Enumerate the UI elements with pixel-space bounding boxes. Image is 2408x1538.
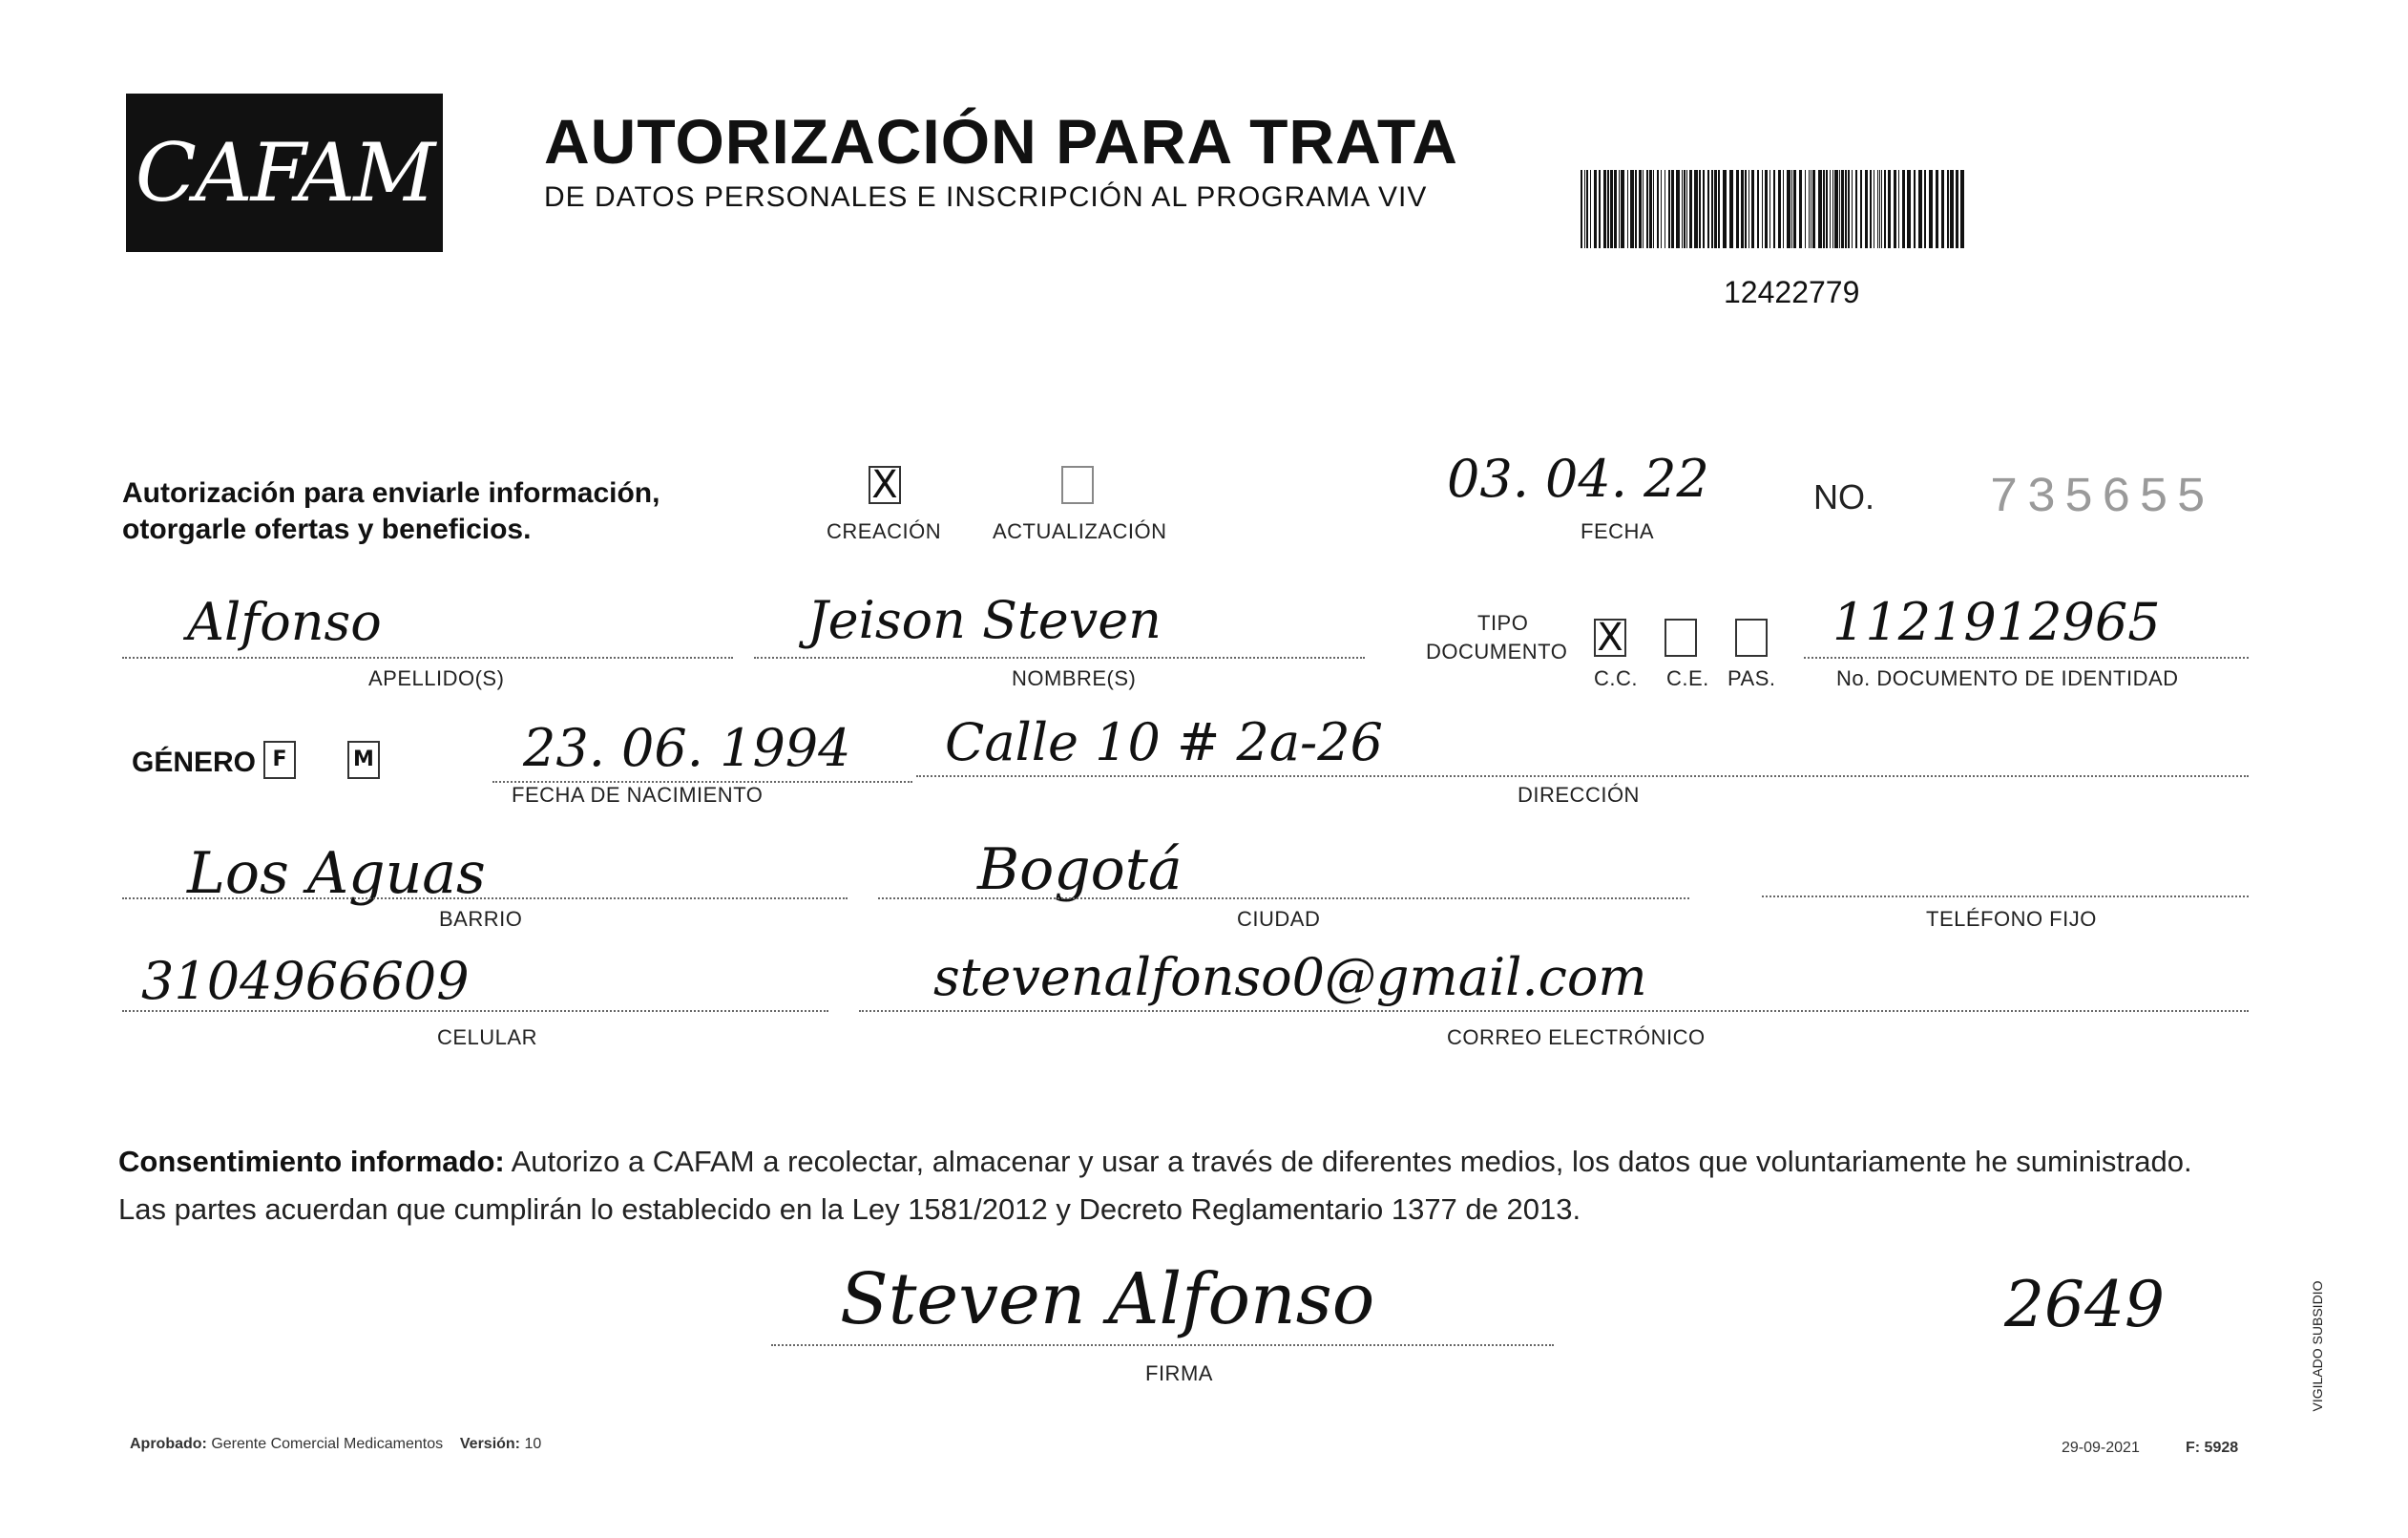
barcode-bar: [1841, 170, 1844, 248]
direccion-label: DIRECCIÓN: [1518, 783, 1640, 807]
aprobado-label: Aprobado:: [130, 1436, 207, 1452]
barcode-bar: [1646, 170, 1648, 248]
form-title: AUTORIZACIÓN PARA TRATA: [544, 106, 1458, 177]
barrio-label: BARRIO: [439, 907, 523, 931]
barcode-bar: [1805, 170, 1806, 248]
barcode-bar: [1834, 170, 1838, 248]
barcode-bar: [1765, 170, 1768, 248]
barcode-bar: [1635, 170, 1637, 248]
footer-code: F: 5928: [2186, 1440, 2239, 1456]
barcode-bar: [1736, 170, 1739, 248]
nombre-value[interactable]: Jeison Steven: [807, 590, 1162, 650]
consent-text: Autorizo a CAFAM a recolectar, almacenar y usar a través de diferentes medios, los datos que voluntariamente he suministrado.: [504, 1145, 2192, 1178]
barcode-bar: [1823, 170, 1825, 248]
barcode-bar: [1894, 170, 1896, 248]
barcode-bar: [1668, 170, 1670, 248]
barcode-bar: [1627, 170, 1628, 248]
barcode-bar: [1682, 170, 1683, 248]
barcode-bar: [1956, 170, 1958, 248]
genero-label: GÉNERO: [132, 747, 257, 778]
barcode-bar: [1845, 170, 1847, 248]
footer-approval: [130, 1436, 541, 1453]
barcode-bar: [1603, 170, 1606, 248]
barcode-bar: [1762, 170, 1763, 248]
barcode-bar: [1723, 170, 1727, 248]
celular-value[interactable]: 3104966609: [141, 951, 470, 1011]
ciudad-value[interactable]: Bogotá: [977, 836, 1183, 903]
barcode-bar: [1684, 170, 1686, 248]
barcode-bar: [1621, 170, 1624, 248]
barcode-bar: [1809, 170, 1810, 248]
cc-checkbox[interactable]: X: [1594, 619, 1626, 657]
signature-line: [771, 1344, 1554, 1346]
genero-f-option[interactable]: F: [263, 741, 296, 779]
barcode-bar: [1599, 170, 1601, 248]
form-number: 735655: [1989, 470, 2214, 526]
correo-value[interactable]: stevenalfonso0@gmail.com: [933, 947, 1647, 1007]
pas-label: PAS.: [1727, 666, 1776, 690]
barcode-bar: [1610, 170, 1613, 248]
barrio-value[interactable]: Los Aguas: [187, 840, 486, 907]
barcode-bar: [1745, 170, 1747, 248]
barcode-bar: [1950, 170, 1954, 248]
actualizacion-label: ACTUALIZACIÓN: [993, 519, 1167, 543]
barcode-bar: [1888, 170, 1891, 248]
ce-checkbox[interactable]: [1665, 619, 1697, 657]
barcode-bar: [1902, 170, 1905, 248]
barcode-bar: [1818, 170, 1822, 248]
barcode-bar: [1914, 170, 1916, 248]
barcode-bar: [1960, 170, 1964, 248]
barcode-bar: [1812, 170, 1815, 248]
actualizacion-checkbox[interactable]: [1061, 466, 1094, 504]
barcode-bar: [1694, 170, 1698, 248]
barcode-bar: [1614, 170, 1617, 248]
consent-line-1: [118, 1138, 2256, 1186]
barcode-bar: [1793, 170, 1796, 248]
creacion-label: CREACIÓN: [827, 519, 942, 543]
barcode-bar: [1877, 170, 1878, 248]
direccion-line: [916, 775, 2249, 777]
barcode-bar: [1852, 170, 1853, 248]
barcode-bar: [1707, 170, 1709, 248]
barcode-bar: [1718, 170, 1720, 248]
barcode-bar: [1689, 170, 1692, 248]
barcode-bar: [1799, 170, 1802, 248]
barcode-bar: [1929, 170, 1933, 248]
cc-label: C.C.: [1594, 666, 1638, 690]
version-label: Versión:: [459, 1436, 521, 1452]
creacion-checkbox[interactable]: X: [869, 466, 901, 504]
barcode-bar: [1947, 170, 1949, 248]
barcode-bar: [1860, 170, 1862, 248]
ciudad-label: CIUDAD: [1237, 907, 1321, 931]
barcode-bar: [1649, 170, 1652, 248]
barcode-bar: [1918, 170, 1922, 248]
signature[interactable]: Steven Alfonso: [840, 1258, 1375, 1340]
side-vertical-text: [2298, 1241, 2336, 1451]
barcode-bar: [1884, 170, 1886, 248]
pas-checkbox[interactable]: [1735, 619, 1768, 657]
ce-label: C.E.: [1666, 666, 1709, 690]
telefono-label: TELÉFONO FIJO: [1926, 907, 2097, 931]
barcode-bar: [1586, 170, 1588, 248]
barcode-bar: [1699, 170, 1701, 248]
documento-line: [1804, 657, 2249, 659]
barcode-bar: [1769, 170, 1770, 248]
barcode: [1581, 170, 1964, 248]
barcode-bar: [1832, 170, 1833, 248]
barcode-bar: [1661, 170, 1662, 248]
tipo-documento-label-2: DOCUMENTO: [1426, 640, 1568, 664]
barcode-bar: [1686, 170, 1687, 248]
fecha-nacimiento-value[interactable]: 23. 06. 1994: [523, 718, 851, 778]
barcode-bar: [1898, 170, 1899, 248]
correo-label: CORREO ELECTRÓNICO: [1447, 1025, 1706, 1049]
nombre-label: NOMBRE(S): [1012, 666, 1137, 690]
fecha-nacimiento-label: FECHA DE NACIMIENTO: [512, 783, 764, 807]
no-label: NO.: [1813, 477, 1875, 516]
barcode-bar: [1778, 170, 1781, 248]
barcode-bar: [1879, 170, 1880, 248]
version-value: 10: [524, 1436, 542, 1452]
barcode-bar: [1773, 170, 1775, 248]
barcode-bar: [1936, 170, 1938, 248]
barcode-bar: [1855, 170, 1857, 248]
barcode-bar: [1584, 170, 1585, 248]
barcode-bar: [1839, 170, 1840, 248]
barcode-bar: [1703, 170, 1705, 248]
barcode-bar: [1581, 170, 1582, 248]
barcode-bar: [1607, 170, 1609, 248]
barcode-bar: [1671, 170, 1674, 248]
signature-label: FIRMA: [1145, 1361, 1213, 1385]
consent-line-2: Las partes acuerdan que cumplirán lo establecido en la Ley 1581/2012 y Decreto Reglamentario 1377 de 2013.: [118, 1192, 1581, 1226]
barcode-bar: [1870, 170, 1872, 248]
celular-line: [122, 1010, 828, 1012]
apellido-label: APELLIDO(S): [368, 666, 505, 690]
barcode-bar: [1711, 170, 1713, 248]
barcode-bar: [1924, 170, 1926, 248]
documento-label: No. DOCUMENTO DE IDENTIDAD: [1836, 666, 2179, 690]
intro-line-2: otorgarle ofertas y beneficios.: [122, 514, 532, 545]
consent-paragraph: [118, 1138, 2256, 1233]
barrio-line: [122, 897, 848, 899]
barcode-bar: [1881, 170, 1882, 248]
barcode-bar: [1657, 170, 1659, 248]
form-subtitle: DE DATOS PERSONALES E INSCRIPCIÓN AL PROGRAMA VIV: [544, 181, 1428, 213]
barcode-bar: [1941, 170, 1944, 248]
fecha-value[interactable]: 03. 04. 22: [1447, 449, 1709, 509]
barcode-bar: [1714, 170, 1717, 248]
barcode-bar: [1757, 170, 1759, 248]
documento-value[interactable]: 1121912965: [1832, 592, 2161, 652]
consent-heading: Consentimiento informado:: [118, 1145, 505, 1178]
telefono-line: [1762, 895, 2249, 897]
barcode-bar: [1594, 170, 1597, 248]
apellido-value[interactable]: Alfonso: [187, 592, 382, 652]
intro-line-1: Autorización para enviarle información,: [122, 477, 660, 509]
celular-label: CELULAR: [437, 1025, 537, 1049]
aprobado-value: Gerente Comercial Medicamentos: [211, 1436, 444, 1452]
direccion-value[interactable]: Calle 10 # 2a-26: [945, 712, 1383, 772]
correo-line: [859, 1010, 2249, 1012]
barcode-bar: [1787, 170, 1790, 248]
barcode-bar: [1848, 170, 1850, 248]
ciudad-line: [878, 897, 1689, 899]
side-text: VIGILADO SUBSIDIO: [2310, 1280, 2325, 1412]
barcode-bar: [1729, 170, 1733, 248]
handwritten-number: 2649: [2004, 1268, 2165, 1341]
tipo-documento-label-1: TIPO: [1477, 611, 1529, 635]
barcode-bar: [1741, 170, 1744, 248]
genero-m-option[interactable]: M: [347, 741, 380, 779]
cafam-logo: CAFAM: [126, 94, 443, 252]
barcode-bar: [1643, 170, 1644, 248]
barcode-bar: [1590, 170, 1591, 248]
barcode-bar: [1751, 170, 1754, 248]
barcode-bar: [1630, 170, 1634, 248]
barcode-bar: [1791, 170, 1792, 248]
barcode-bar: [1639, 170, 1642, 248]
barcode-bar: [1748, 170, 1749, 248]
barcode-bar: [1865, 170, 1868, 248]
barcode-bar: [1619, 170, 1620, 248]
apellido-line: [122, 657, 733, 659]
barcode-number: 12422779: [1724, 275, 1860, 309]
barcode-bar: [1783, 170, 1784, 248]
barcode-bar: [1907, 170, 1911, 248]
barcode-bar: [1653, 170, 1654, 248]
footer-date: 29-09-2021: [2062, 1440, 2140, 1456]
barcode-bar: [1676, 170, 1680, 248]
barcode-bar: [1826, 170, 1828, 248]
nombre-line: [754, 657, 1365, 659]
barcode-bar: [1830, 170, 1831, 248]
fecha-label: FECHA: [1581, 519, 1655, 543]
